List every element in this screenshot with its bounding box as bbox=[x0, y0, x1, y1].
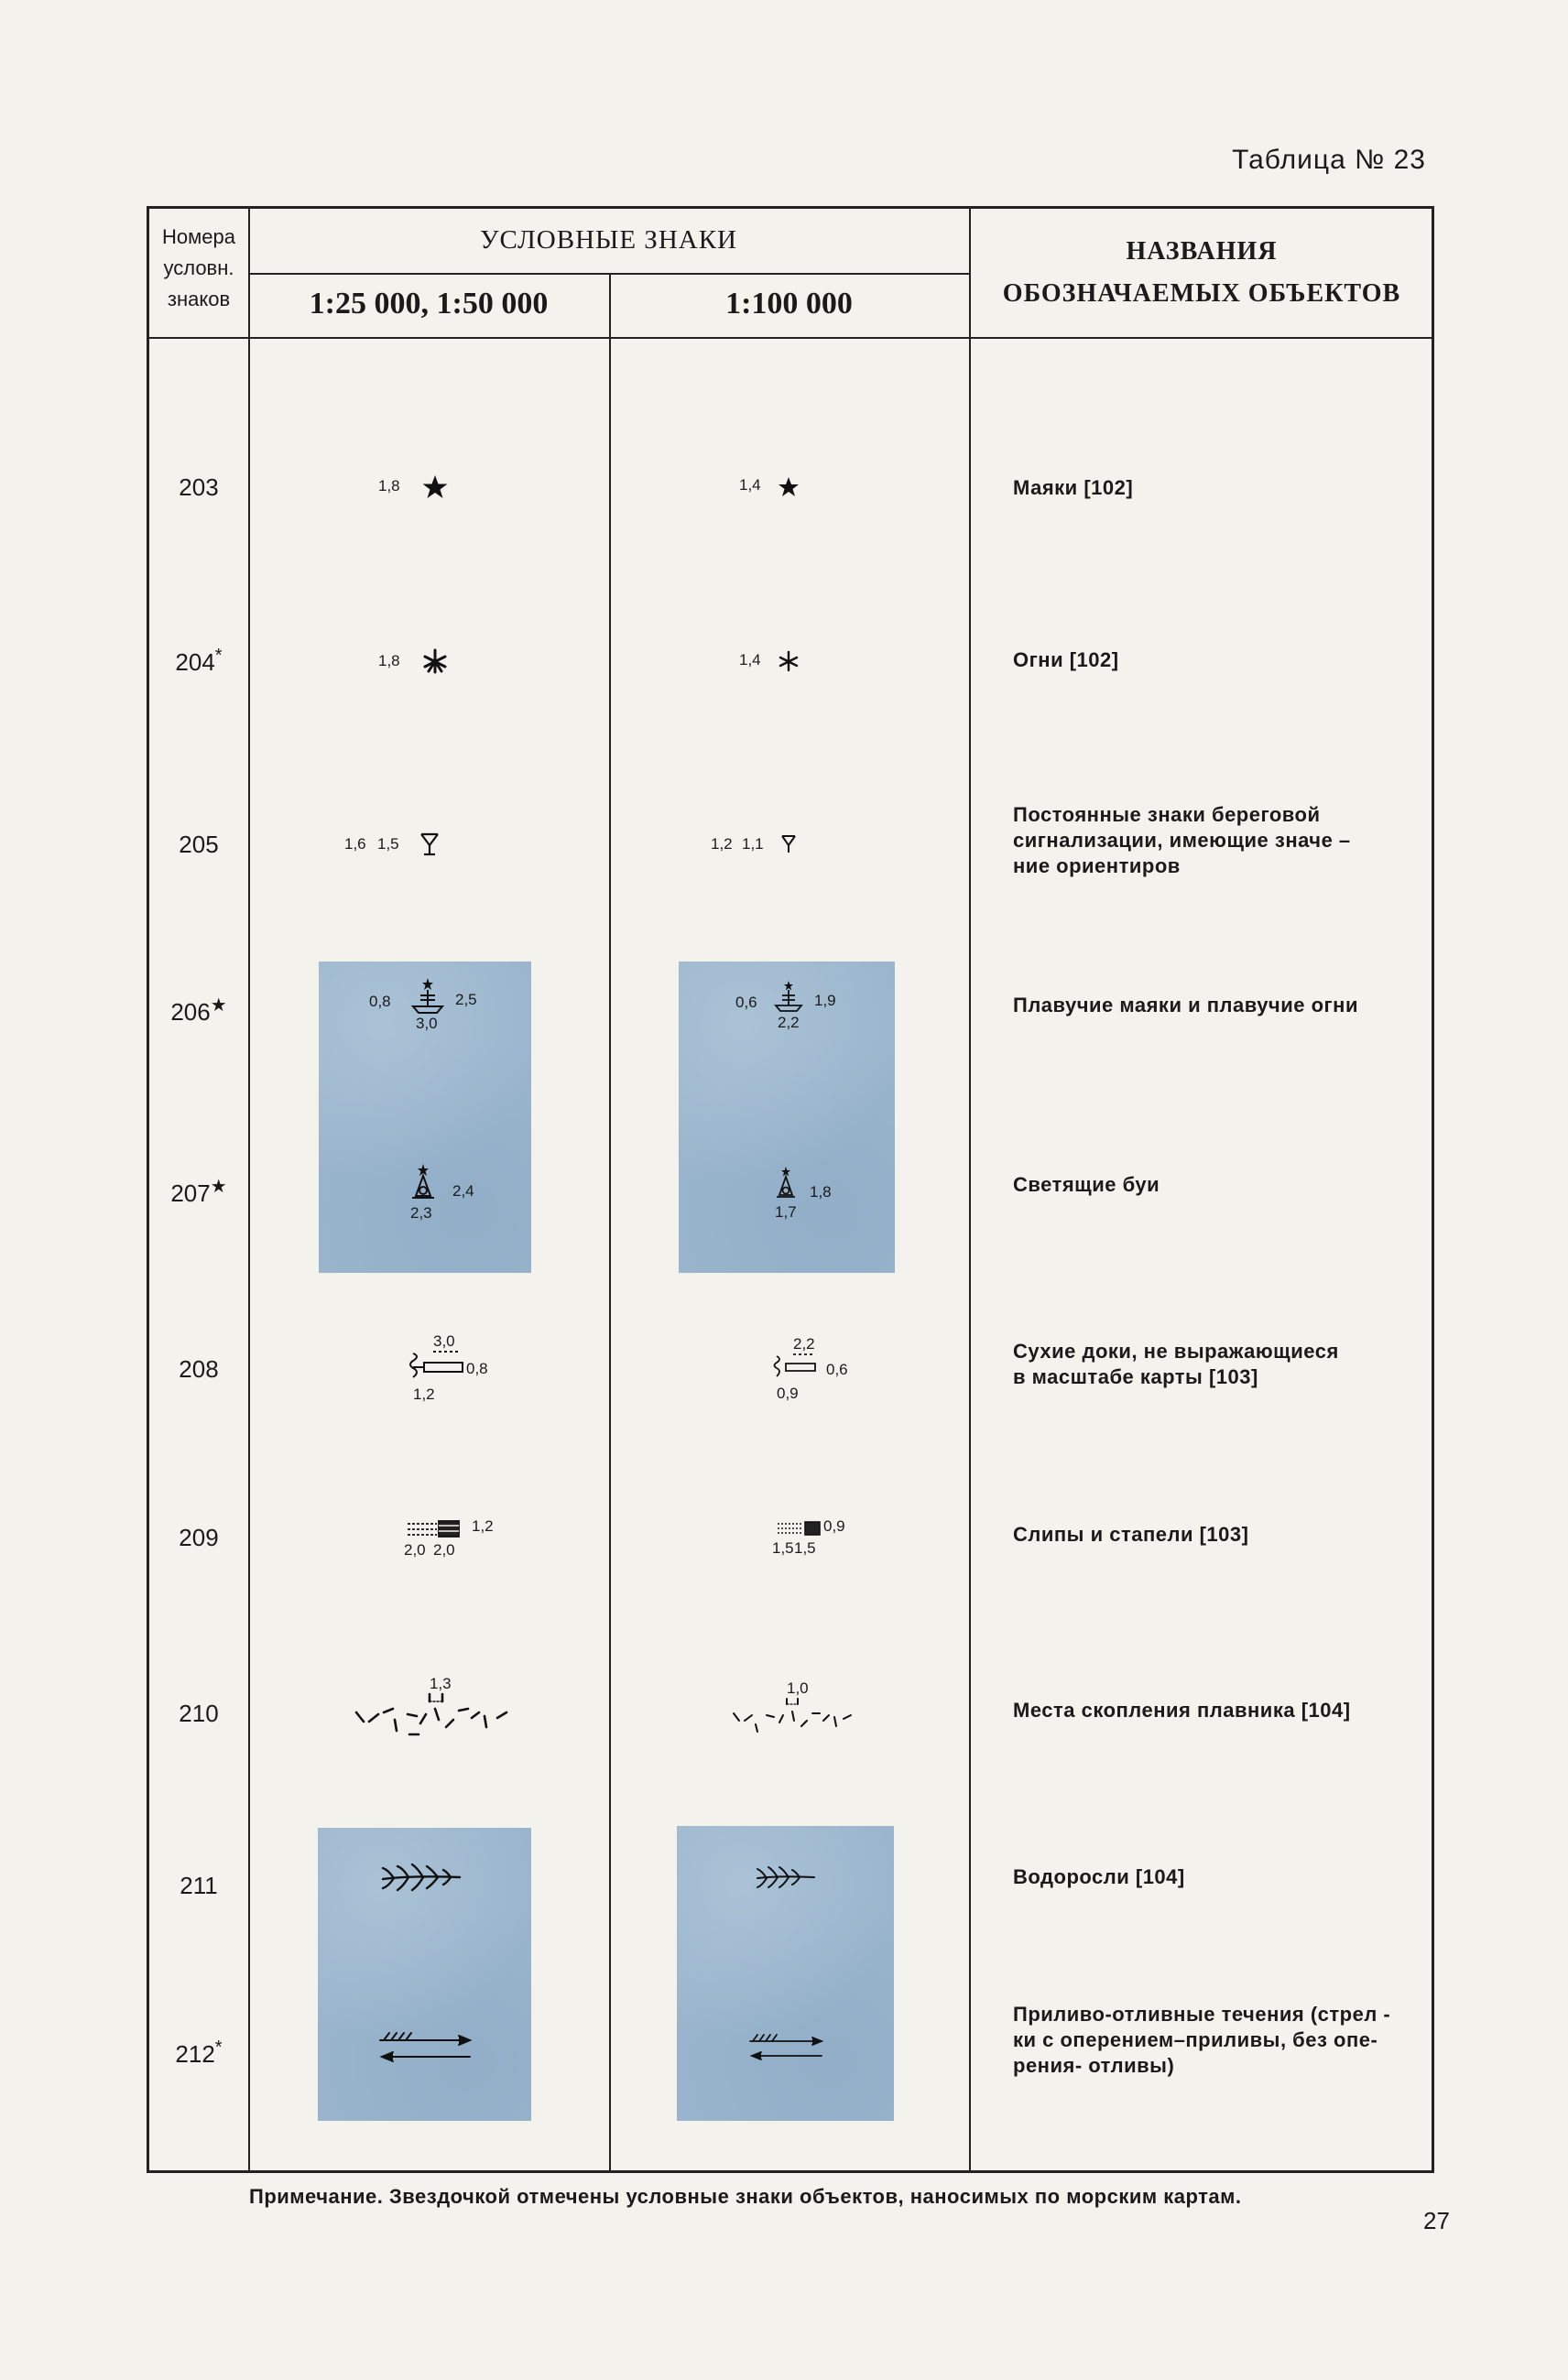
driftwood-icon bbox=[734, 1699, 851, 1732]
row-number-207: 207★ bbox=[170, 1177, 227, 1207]
flood-current-arrow-icon bbox=[380, 2033, 470, 2045]
coastal-signal-symbol-100k bbox=[711, 825, 811, 862]
row-number-203: 203 bbox=[179, 473, 219, 501]
object-name-203 bbox=[1013, 475, 1407, 501]
dimension-label: 3,0 bbox=[416, 1015, 438, 1032]
object-name-208 bbox=[1013, 1339, 1407, 1390]
object-name-line: Водоросли [104] bbox=[1013, 1865, 1185, 1888]
dimension-label: 0,9 bbox=[777, 1385, 799, 1402]
header-col-names-line: НАЗВАНИЯ bbox=[1126, 237, 1278, 266]
header-bottom-line bbox=[149, 337, 1432, 339]
dimension-label: 1,5 bbox=[772, 1539, 794, 1557]
light-buoy-symbol-25k bbox=[383, 1161, 474, 1225]
light-buoy-symbol-100k bbox=[749, 1164, 832, 1223]
header-col-names-line: ОБОЗНАЧАЕМЫХ ОБЪЕКТОВ bbox=[1002, 279, 1401, 308]
dimension-label: 1,8 bbox=[378, 652, 400, 669]
dry-dock-symbol-25k bbox=[397, 1331, 497, 1405]
seaweed-icon bbox=[383, 1864, 460, 1890]
object-name-line: Огни [102] bbox=[1013, 648, 1119, 671]
row-number-209: 209 bbox=[179, 1523, 219, 1551]
dimension-label: 1,4 bbox=[739, 476, 761, 494]
dimension-label: 3,0 bbox=[433, 1332, 455, 1350]
dimension-label: 1,4 bbox=[739, 651, 761, 668]
tidal-current-symbol-100k bbox=[741, 2027, 833, 2070]
coastal-signal-symbol-25k bbox=[344, 825, 454, 862]
object-name-line: сигнализации, имеющие значе – bbox=[1013, 829, 1351, 852]
object-name-211 bbox=[1013, 1864, 1407, 1890]
light-buoy-icon bbox=[777, 1167, 795, 1197]
object-name-207 bbox=[1013, 1172, 1407, 1198]
slipway-symbol-25k bbox=[397, 1511, 497, 1566]
dimension-label: 1,0 bbox=[787, 1679, 809, 1697]
dimension-label: 1,2 bbox=[711, 835, 733, 853]
object-name-206 bbox=[1013, 993, 1407, 1018]
seaweed-symbol-100k bbox=[752, 1862, 825, 1893]
driftwood-symbol-100k bbox=[726, 1677, 864, 1741]
dimension-label: 0,6 bbox=[826, 1361, 848, 1378]
dimension-label: 1,3 bbox=[430, 1675, 452, 1692]
ebb-current-arrow-icon bbox=[382, 2052, 470, 2061]
dimension-label: 0,8 bbox=[466, 1360, 488, 1377]
object-name-209 bbox=[1013, 1522, 1407, 1548]
lightship-icon bbox=[776, 981, 801, 1011]
dimension-label: 2,2 bbox=[778, 1014, 800, 1031]
dimension-label: 1,7 bbox=[775, 1203, 797, 1221]
object-name-line: Плавучие маяки и плавучие огни bbox=[1013, 994, 1358, 1016]
dimension-label: 2,3 bbox=[410, 1204, 432, 1222]
object-name-line: Приливо-отливные течения (стрел - bbox=[1013, 2003, 1391, 2026]
lightship-symbol-100k bbox=[735, 978, 845, 1037]
row-number-206: 206★ bbox=[170, 995, 227, 1026]
row-number-210: 210 bbox=[179, 1699, 219, 1727]
object-name-line: Светящие буи bbox=[1013, 1173, 1160, 1196]
dry-dock-symbol-100k bbox=[760, 1334, 852, 1402]
dry-dock-icon bbox=[410, 1352, 463, 1377]
dimension-label: 1,1 bbox=[742, 835, 764, 853]
dimension-label: 2,2 bbox=[793, 1335, 815, 1353]
row-number-205: 205 bbox=[179, 830, 219, 858]
coastal-signal-icon bbox=[782, 836, 795, 853]
col-divider bbox=[248, 209, 250, 2170]
header-col-signs: УСЛОВНЫЕ ЗНАКИ bbox=[479, 225, 737, 255]
row-number-211: 211 bbox=[180, 1871, 218, 1899]
slipway-symbol-100k bbox=[765, 1513, 856, 1564]
driftwood-icon bbox=[356, 1694, 506, 1734]
row-number-204: 204* bbox=[175, 646, 223, 676]
dimension-label: 1,5 bbox=[794, 1539, 816, 1557]
flood-current-arrow-icon bbox=[750, 2035, 822, 2045]
dimension-label: 2,0 bbox=[404, 1541, 426, 1559]
lighthouse-symbol-25k bbox=[378, 468, 461, 505]
object-name-line: Слипы и стапели [103] bbox=[1013, 1523, 1249, 1546]
seaweed-symbol-25k bbox=[376, 1859, 476, 1896]
light-rays-icon bbox=[425, 650, 445, 672]
dimension-label: 0,6 bbox=[735, 994, 757, 1011]
object-name-205 bbox=[1013, 802, 1407, 879]
lightship-symbol-25k bbox=[369, 975, 488, 1039]
dimension-label: 1,6 bbox=[344, 835, 366, 853]
row-number-212: 212* bbox=[175, 2038, 223, 2068]
col-divider bbox=[969, 209, 971, 2170]
header-scale-25k-50k: 1:25 000, 1:50 000 bbox=[309, 287, 549, 321]
dimension-label: 1,5 bbox=[377, 835, 399, 853]
object-name-212 bbox=[1013, 2002, 1407, 2079]
object-name-210 bbox=[1013, 1698, 1407, 1723]
header-col-names bbox=[969, 231, 1434, 315]
dimension-label: 1,8 bbox=[810, 1183, 832, 1201]
table-label: Таблица № 23 bbox=[1232, 145, 1426, 175]
light-symbol-25k bbox=[378, 643, 461, 679]
footnote: Примечание. Звездочкой отмечены условные знаки объектов, наносимых по морским картам. bbox=[249, 2185, 1242, 2208]
col-divider bbox=[609, 273, 611, 2170]
object-name-line: Постоянные знаки береговой bbox=[1013, 803, 1321, 826]
object-name-line: Места скопления плавника [104] bbox=[1013, 1699, 1351, 1722]
dimension-label: 2,5 bbox=[455, 991, 477, 1008]
light-buoy-icon bbox=[412, 1164, 434, 1198]
driftwood-symbol-25k bbox=[351, 1672, 525, 1745]
dimension-label: 2,4 bbox=[452, 1182, 474, 1200]
slipway-icon bbox=[408, 1521, 459, 1537]
dimension-label: 1,2 bbox=[472, 1517, 494, 1535]
row-number-208: 208 bbox=[179, 1354, 219, 1383]
object-name-line: в масштабе карты [103] bbox=[1013, 1365, 1258, 1388]
dimension-label: 0,9 bbox=[823, 1517, 845, 1535]
object-name-line: ние ориентиров bbox=[1013, 854, 1181, 877]
dimension-label: 1,8 bbox=[378, 477, 400, 494]
ebb-current-arrow-icon bbox=[752, 2052, 822, 2059]
symbols-table bbox=[147, 206, 1434, 2173]
header-divider bbox=[248, 273, 969, 275]
header-col-num-line: условн. bbox=[163, 256, 234, 279]
dry-dock-icon bbox=[775, 1354, 816, 1376]
coastal-signal-icon bbox=[421, 834, 438, 854]
header-col-num-line: знаков bbox=[167, 288, 231, 310]
dimension-label: 1,2 bbox=[413, 1386, 435, 1403]
slipway-icon bbox=[778, 1522, 820, 1535]
object-name-line: Сухие доки, не выражающиеся bbox=[1013, 1340, 1339, 1363]
tidal-current-symbol-25k bbox=[371, 2026, 481, 2071]
object-name-line: рения- отливы) bbox=[1013, 2054, 1175, 2077]
object-name-line: ки с оперением–приливы, без опе- bbox=[1013, 2028, 1378, 2051]
light-rays-icon bbox=[780, 652, 797, 670]
lightship-icon bbox=[413, 978, 442, 1013]
object-name-204 bbox=[1013, 647, 1407, 673]
lighthouse-symbol-100k bbox=[739, 470, 812, 503]
page-number: 27 bbox=[1423, 2207, 1450, 2234]
dimension-label: 1,9 bbox=[814, 992, 836, 1009]
header-col-num-line: Номера bbox=[162, 225, 235, 248]
lighthouse-star-icon bbox=[779, 477, 799, 496]
light-symbol-100k bbox=[739, 645, 812, 678]
object-name-line: Маяки [102] bbox=[1013, 476, 1134, 499]
seaweed-icon bbox=[757, 1867, 814, 1887]
header-col-num bbox=[149, 222, 248, 315]
lighthouse-star-icon bbox=[423, 475, 448, 498]
header-scale-100k: 1:100 000 bbox=[725, 287, 853, 321]
dimension-label: 2,0 bbox=[433, 1541, 455, 1559]
dimension-label: 0,8 bbox=[369, 993, 391, 1010]
